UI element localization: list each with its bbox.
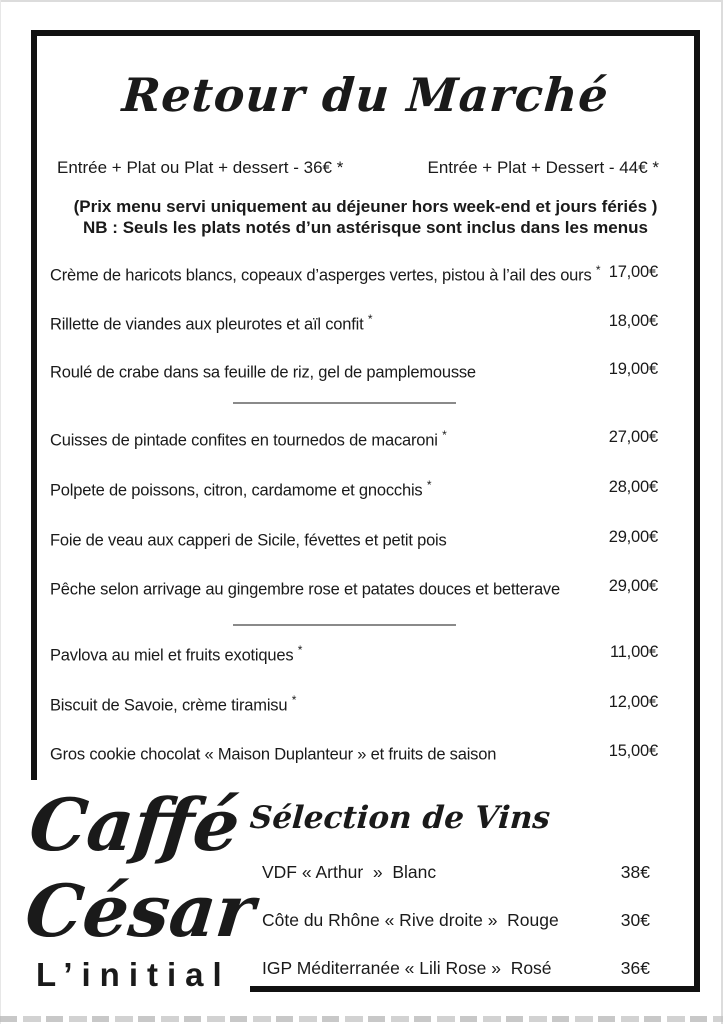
section-divider: [233, 624, 456, 626]
wine-name: IGP Méditerranée « Lili Rose » Rosé: [262, 958, 552, 978]
wine-item: [262, 958, 650, 979]
menu-item: [50, 577, 658, 600]
frame-border-top: [31, 30, 700, 36]
dish-price: 27,00€: [608, 428, 658, 446]
dish-name: Pêche selon arrivage au gingembre rose et patates douces et betterave: [50, 580, 560, 599]
wine-name: VDF « Arthur » Blanc: [262, 862, 437, 882]
dish-price: 19,00€: [608, 360, 658, 378]
menu-item: [50, 693, 658, 716]
frame-border-bottom: [250, 986, 700, 992]
menu-item: [50, 528, 658, 551]
asterisk: *: [367, 312, 373, 326]
asterisk: *: [426, 478, 432, 492]
logo-caffe: Caffé: [25, 782, 244, 867]
dish-name: Rillette de viandes aux pleurotes et aïl confit: [50, 315, 368, 334]
wine-price: 38€: [620, 862, 650, 882]
formula-full: Entrée + Plat + Dessert - 44€ *: [427, 158, 659, 177]
wine-item: [262, 862, 650, 883]
frame-border-left: [31, 30, 37, 780]
wine-item: [262, 910, 650, 931]
dish-price: 29,00€: [608, 577, 658, 595]
dish-name: Pavlova au miel et fruits exotiques: [50, 646, 298, 665]
dish-name: Polpete de poissons, citron, cardamome et gnocchis: [50, 481, 427, 500]
menu-formulas: [57, 158, 659, 178]
dish-name: Roulé de crabe dans sa feuille de riz, gel de pamplemousse: [50, 363, 476, 382]
wine-price: 36€: [620, 958, 650, 978]
dish-price: 11,00€: [609, 643, 658, 661]
menu-notes: [31, 196, 700, 238]
dish-name: Gros cookie chocolat « Maison Duplanteur » et fruits de saison: [50, 745, 497, 764]
menu-item: [50, 643, 658, 666]
wine-section-title: Sélection de Vins: [248, 800, 552, 836]
wine-name: Côte du Rhône « Rive droite » Rouge: [262, 910, 559, 930]
section-divider: [233, 402, 456, 404]
page-edge-top: [0, 0, 723, 2]
page-edge-left: [0, 0, 1, 1024]
dish-price: 12,00€: [608, 693, 658, 711]
dish-price: 29,00€: [608, 528, 658, 546]
dish-price: 18,00€: [608, 312, 658, 330]
logo-initial: L’initial: [36, 956, 231, 993]
menu-item: [50, 360, 658, 383]
menu-item: [50, 312, 658, 335]
menu-item: [50, 478, 658, 501]
dish-price: 28,00€: [608, 478, 658, 496]
dish-price: 17,00€: [608, 263, 658, 281]
note-line-1: (Prix menu servi uniquement au déjeuner hors week-end et jours fériés ): [73, 197, 658, 216]
dish-name: Cuisses de pintade confites en tournedos de macaroni: [50, 431, 443, 450]
logo-cesar: César: [21, 868, 259, 953]
menu-title: Retour du Marché: [120, 68, 611, 122]
dish-price: 15,00€: [608, 742, 658, 760]
asterisk: *: [291, 693, 297, 707]
asterisk: *: [297, 643, 303, 657]
dish-name: Biscuit de Savoie, crème tiramisu: [50, 696, 292, 715]
frame-border-right: [694, 30, 700, 992]
clipped-footer-strip: [0, 1016, 723, 1022]
formula-lunch: Entrée + Plat ou Plat + dessert - 36€ *: [57, 158, 344, 177]
menu-item: [50, 428, 658, 451]
menu-item: [50, 742, 658, 765]
asterisk: *: [595, 263, 601, 277]
asterisk: *: [442, 428, 447, 442]
note-line-2: NB : Seuls les plats notés d’un astérisque sont inclus dans les menus: [83, 218, 648, 237]
menu-item: [50, 263, 658, 286]
wine-price: 30€: [620, 910, 650, 930]
dish-name: Foie de veau aux capperi de Sicile, févettes et petit pois: [50, 531, 447, 550]
dish-name: Crème de haricots blancs, copeaux d’asperges vertes, pistou à l’ail des ours: [50, 266, 596, 285]
